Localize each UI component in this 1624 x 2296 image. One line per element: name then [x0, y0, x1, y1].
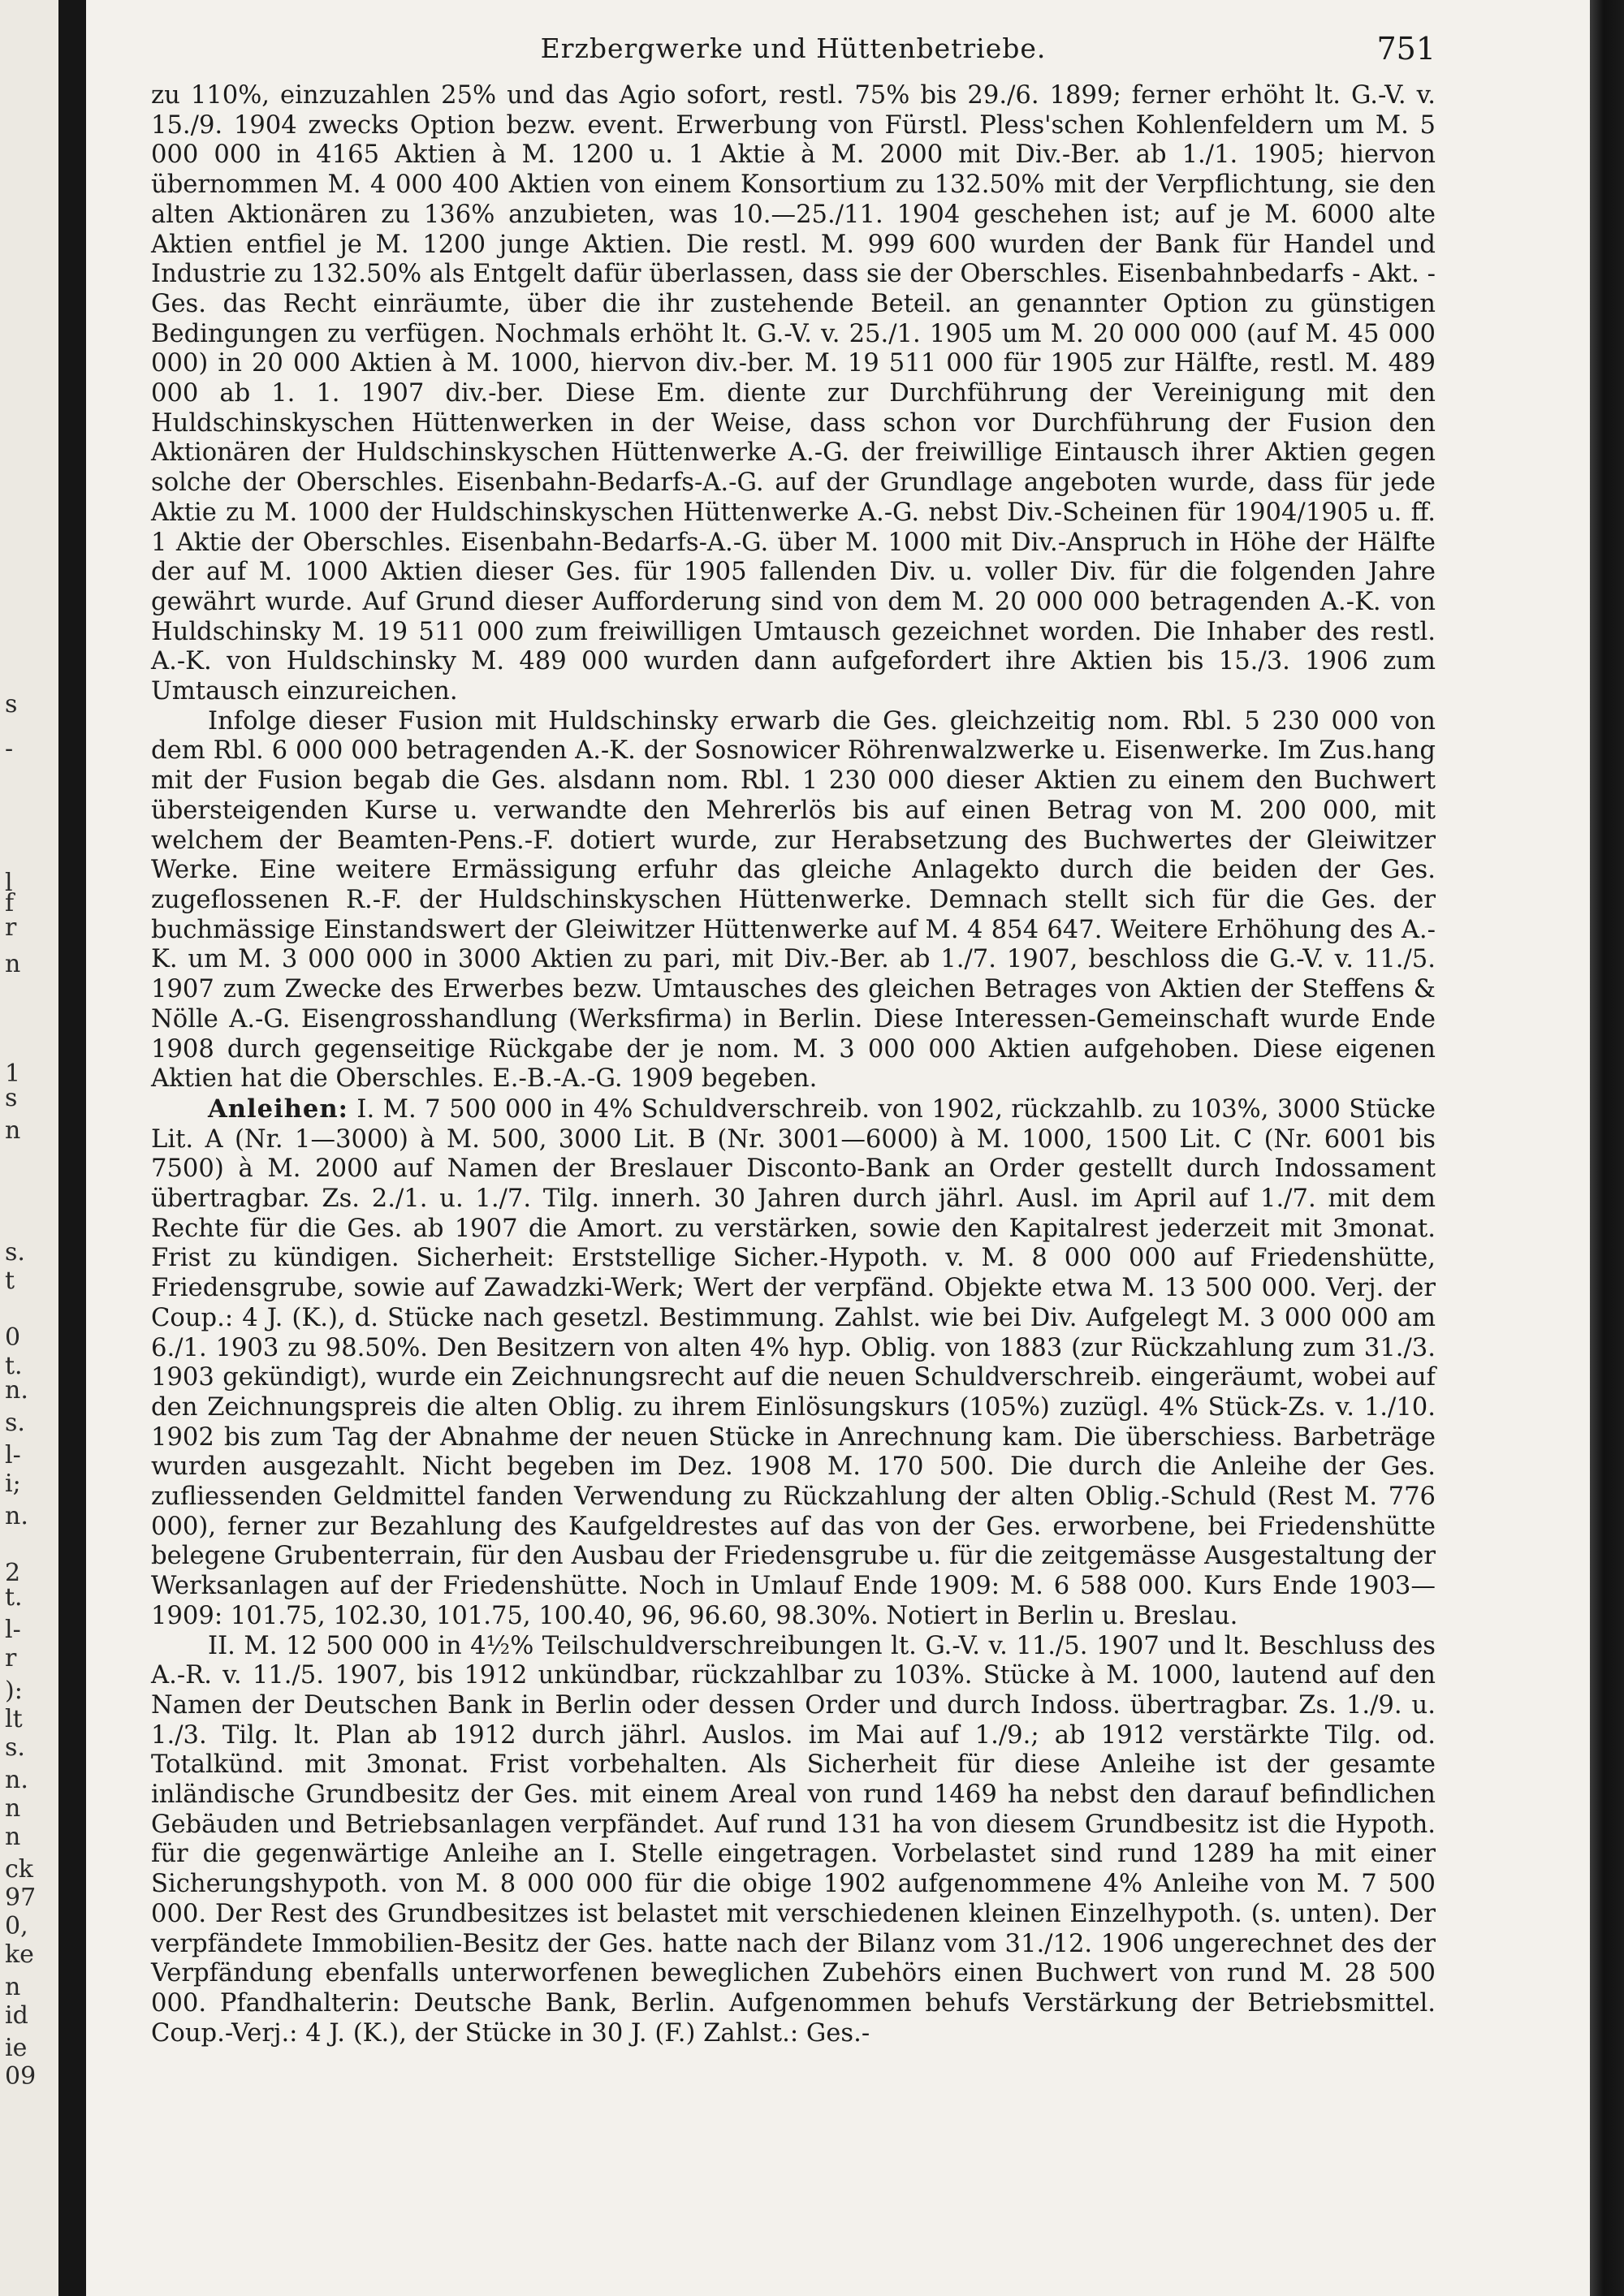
binding-shadow-right: [1590, 0, 1624, 2296]
margin-fragment: s.: [5, 1733, 25, 1762]
page-number: 751: [1376, 31, 1436, 67]
page-body: [151, 81, 1436, 2048]
margin-fragment: n: [5, 1794, 21, 1823]
margin-fragment: l-: [5, 1616, 21, 1644]
margin-fragment: n: [5, 1116, 21, 1145]
paragraph-fusion: Infolge dieser Fusion mit Huldschinsky erwarb die Ges. gleichzeitig nom. Rbl. 5 230 000 von dem Rbl. 6 000 000 betragenden A.-K. der Sosnowicer Röhrenwalzwerke u. Eisenwerke. Im Zus.hang mit der Fusion begab die Ges. alsdann nom. Rbl. 1 230 000 dieser Aktien zu einem den Buchwert übersteigenden Kurse u. verwandte den Mehrerlös bis auf einen Betrag von M. 200 000, mit welchem der Beamten-Pens.-F. dotiert wurde, zur Herabsetzung des Buchwertes der Gleiwitzer Werke. Eine weitere Ermässigung erfuhr das gleiche Anlagekto durch die beiden der Ges. zugeflossenen R.-F. der Huldschinskyschen Hüttenwerke. Demnach stellt sich für die Ges. der buchmässige Einstandswert der Gleiwitzer Hüttenwerke auf M. 4 854 647. Weitere Erhöhung des A.-K. um M. 3 000 000 in 3000 Aktien zu pari, mit Div.-Ber. ab 1./7. 1907, beschloss die G.-V. v. 11./5. 1907 zum Zwecke des Erwerbes bezw. Umtausches des gleichen Betrages von Aktien der Steffens & Nölle A.-G. Eisengrosshandlung (Werksfirma) in Berlin. Diese Interessen-Gemeinschaft wurde Ende 1908 durch gegenseitige Rückgabe der je nom. M. 3 000 000 Aktien aufgehoben. Diese eigenen Aktien hat die Oberschles. E.-B.-A.-G. 1909 begeben.: [151, 706, 1436, 1094]
margin-fragment: s: [5, 690, 18, 719]
margin-fragment: r: [5, 913, 17, 942]
margin-fragment: l: [5, 869, 13, 897]
margin-fragment: 0: [5, 1323, 21, 1352]
page-header: [151, 24, 1436, 81]
margin-fragment: 97: [5, 1884, 37, 1912]
margin-fragment: 09: [5, 2062, 37, 2091]
margin-fragment: s.: [5, 1238, 25, 1267]
margin-fragment: t: [5, 1267, 15, 1295]
paragraph-anleihe-ii: II. M. 12 500 000 in 4½% Teilschuldverschreibungen lt. G.-V. v. 11./5. 1907 und lt. Beschluss des A.-R. v. 11./5. 1907, bis 1912 unkündbar, rückzahlbar zu 103%. Stücke à M. 1000, lautend auf den Namen der Deutschen Bank in Berlin oder dessen Order und durch Indoss. übertragbar. Zs. 1./9. u. 1./3. Tilg. lt. Plan ab 1912 durch jährl. Auslos. im Mai auf 1./9.; ab 1912 verstärkte Tilg. od. Totalkünd. mit 3monat. Frist vorbehalten. Als Sicherheit für diese Anleihe ist der gesamte inländische Grundbesitz der Ges. mit einem Areal von rund 1469 ha nebst den darauf befindlichen Gebäuden und Betriebsanlagen verpfändet. Auf rund 131 ha von diesem Grundbesitz ist die Hypoth. für die gegenwärtige Anleihe an I. Stelle eingetragen. Vorbelastet sind rund 1289 ha mit einer Sicherungshypoth. von M. 8 000 000 für die obige 1902 aufgenommene 4% Anleihe von M. 7 500 000. Der Rest des Grundbesitzes ist belastet mit verschiedenen kleinen Einzelhypoth. (s. unten). Der verpfändete Immobilien-Besitz der Ges. hatte nach der Bilanz vom 31./12. 1906 ungerechnet des der Verpfändung ebenfalls unterworfenen beweglichen Zubehörs einen Buchwert von rund M. 28 500 000. Pfandhalterin: Deutsche Bank, Berlin. Aufgenommen behufs Verstärkung der Betriebsmittel. Coup.-Verj.: 4 J. (K.), der Stücke in 30 J. (F.) Zahlst.: Ges.-: [151, 1631, 1436, 2048]
margin-fragment: t.: [5, 1352, 23, 1380]
margin-fragment: ):: [5, 1677, 23, 1705]
margin-fragment: s.: [5, 1409, 25, 1437]
margin-fragment: n: [5, 950, 21, 978]
adjacent-page-fragments: [2, 0, 57, 2296]
anleihen-text: I. M. 7 500 000 in 4% Schuldverschreib. von 1902, rückzahlb. zu 103%, 3000 Stücke Lit. A (Nr. 1—3000) à M. 500, 3000 Lit. B (Nr. 3001—6000) à M. 1000, 1500 Lit. C (Nr. 6001 bis 7500) à M. 2000 auf Namen der Breslauer Disconto-Bank an Order gestellt durch Indossament übertragbar. Zs. 2./1. u. 1./7. Tilg. innerh. 30 Jahren durch jährl. Ausl. im April auf 1./7. mit dem Rechte für die Ges. ab 1907 die Amort. zu verstärken, sowie den Kapitalrest jederzeit mit 3monat. Frist zu kündigen. Sicherheit: Erststellige Sicher.-Hypoth. v. M. 8 000 000 auf Friedenshütte, Friedensgrube, sowie auf Zawadzki-Werk; Wert der verpfänd. Objekte etwa M. 13 500 000. Verj. der Coup.: 4 J. (K.), d. Stücke nach gesetzl. Bestimmung. Zahlst. wie bei Div. Aufgelegt M. 3 000 000 am 6./1. 1903 zu 98.50%. Den Besitzern von alten 4% hyp. Oblig. von 1883 (zur Rückzahlung zum 31./3. 1903 gekündigt), wurde ein Zeichnungsrecht auf die neuen Schuldverschreib. eingeräumt, wobei auf den Zeichnungspreis die alten Oblig. zu ihrem Einlösungskurs (105%) zuzügl. 4% Stück-Zs. v. 1./10. 1902 bis zum Tag der Abnahme der neuen Stücke in Anrechnung kam. Die überschiess. Barbeträge wurden ausgezahlt. Nicht begeben im Dez. 1908 M. 170 500. Die durch die Anleihe der Ges. zufliessenden Geldmittel fanden Verwendung zu Rückzahlung der alten Oblig.-Schuld (Rest M. 776 000), ferner zur Bezahlung des Kaufgeldrestes auf das von der Ges. erworbene, bei Friedenshütte belegene Grubenterrain, für den Ausbau der Friedensgrube u. für die zeitgemässe Ausgestaltung der Werksanlagen auf der Friedenshütte. Noch in Umlauf Ende 1909: M. 6 588 000. Kurs Ende 1903—1909: 101.75, 102.30, 101.75, 100.40, 96, 96.60, 98.30%. Notiert in Berlin u. Breslau.: [151, 1094, 1436, 1630]
margin-fragment: 1: [5, 1060, 21, 1088]
running-title: Erzbergwerke und Hüttenbetriebe.: [540, 32, 1047, 64]
margin-fragment: 0,: [5, 1912, 28, 1940]
margin-fragment: n.: [5, 1766, 28, 1794]
margin-fragment: 2: [5, 1559, 21, 1587]
margin-fragment: n.: [5, 1376, 28, 1405]
margin-fragment: i;: [5, 1470, 21, 1498]
margin-fragment: l-: [5, 1441, 21, 1470]
margin-fragment: t.: [5, 1583, 23, 1612]
margin-fragment: r: [5, 1644, 17, 1672]
margin-fragment: f: [5, 889, 15, 917]
margin-fragment: lt: [5, 1705, 23, 1733]
paragraph-anleihen: [151, 1094, 1436, 1632]
paragraph-capital-history: zu 110%, einzuzahlen 25% und das Agio sofort, restl. 75% bis 29./6. 1899; ferner erhöht lt. G.-V. v. 15./9. 1904 zwecks Option bezw. event. Erwerbung von Fürstl. Pless'schen Kohlenfeldern um M. 5 000 000 in 4165 Aktien à M. 1200 u. 1 Aktie à M. 2000 mit Div.-Ber. ab 1./1. 1905; hiervon übernommen M. 4 000 400 Aktien von einem Konsortium zu 132.50% mit der Verpflichtung, sie den alten Aktionären zu 136% anzubieten, was 10.—25./11. 1904 geschehen ist; auf je M. 6000 alte Aktien entfiel je M. 1200 junge Aktien. Die restl. M. 999 600 wurden der Bank für Handel und Industrie zu 132.50% als Entgelt dafür überlassen, dass sie der Oberschles. Eisenbahnbedarfs - Akt. - Ges. das Recht einräumte, über die ihr zustehende Beteil. an genannter Option zu günstigen Bedingungen zu verfügen. Nochmals erhöht lt. G.-V. v. 25./1. 1905 um M. 20 000 000 (auf M. 45 000 000) in 20 000 Aktien à M. 1000, hiervon div.-ber. M. 19 511 000 für 1905 zur Hälfte, restl. M. 489 000 ab 1. 1. 1907 div.-ber. Diese Em. diente zur Durchführung der Vereinigung mit den Huldschinskyschen Hüttenwerken in der Weise, dass schon vor Durchführung der Fusion den Aktionären der Huldschinskyschen Hüttenwerke A.-G. der freiwillige Eintausch ihrer Aktien gegen solche der Oberschles. Eisenbahn-Bedarfs-A.-G. auf der Grundlage angeboten wurde, dass für jede Aktie zu M. 1000 der Huldschinskyschen Hüttenwerke A.-G. nebst Div.-Scheinen für 1904/1905 u. ff. 1 Aktie der Oberschles. Eisenbahn-Bedarfs-A.-G. über M. 1000 mit Div.-Anspruch in Höhe der Hälfte der auf M. 1000 Aktien dieser Ges. für 1905 fallenden Div. u. voller Div. für die folgenden Jahre gewährt wurde. Auf Grund dieser Aufforderung sind von dem M. 20 000 000 betragenden A.-K. von Huldschinsky M. 19 511 000 zum freiwilligen Umtausch gezeichnet worden. Die Inhaber des restl. A.-K. von Huldschinsky M. 489 000 wurden dann aufgefordert ihre Aktien bis 15./3. 1906 zum Umtausch einzureichen.: [151, 81, 1436, 706]
margin-fragment: ie: [5, 2034, 28, 2062]
binding-shadow-left: [58, 0, 86, 2296]
margin-fragment: n: [5, 1823, 21, 1851]
adjacent-page-edge: [0, 0, 59, 2296]
margin-fragment: s: [5, 1084, 18, 1112]
margin-fragment: -: [5, 735, 14, 763]
page: [151, 24, 1436, 2048]
margin-fragment: ke: [5, 1940, 34, 1969]
margin-fragment: ck: [5, 1855, 33, 1884]
margin-fragment: n.: [5, 1502, 28, 1530]
margin-fragment: id: [5, 2001, 28, 2030]
section-lead-anleihen: Anleihen:: [208, 1094, 348, 1124]
margin-fragment: n: [5, 1973, 21, 2001]
